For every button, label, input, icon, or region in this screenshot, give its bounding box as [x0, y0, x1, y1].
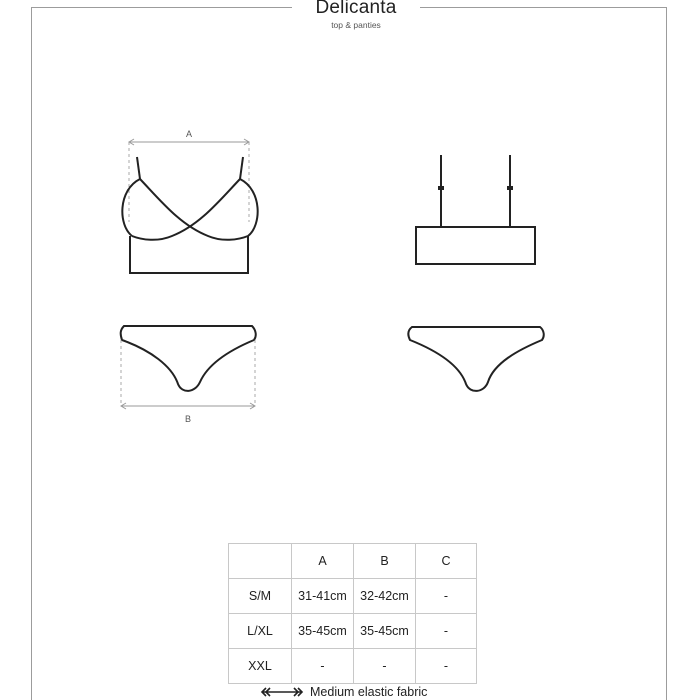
dimension-b-label: B [184, 414, 192, 424]
top-back-drawing [416, 155, 535, 264]
table-row [229, 649, 477, 684]
measurement-a-cell: 31-41cm [292, 579, 354, 614]
size-cell: XXL [229, 649, 292, 684]
measurement-b-cell: - [354, 649, 416, 684]
dimension-a-label: A [185, 129, 193, 139]
header-cell-c: C [416, 544, 477, 579]
header-cell-b: B [354, 544, 416, 579]
size-cell: S/M [229, 579, 292, 614]
panties-front-drawing [121, 326, 256, 424]
table-row [229, 579, 477, 614]
size-cell: L/XL [229, 614, 292, 649]
size-table [228, 543, 477, 684]
measurement-c-cell: - [416, 579, 477, 614]
fabric-legend [260, 684, 427, 700]
product-subtitle: top & panties [331, 20, 381, 30]
table-row [229, 614, 477, 649]
double-arrow-icon [260, 686, 304, 698]
measurement-b-cell: 32-42cm [354, 579, 416, 614]
measurement-c-cell: - [416, 649, 477, 684]
size-table-header [229, 544, 477, 579]
fabric-legend-label: Medium elastic fabric [310, 685, 428, 699]
measurement-b-cell: 35-45cm [354, 614, 416, 649]
product-title: Delicanta [315, 0, 397, 18]
measurement-a-cell: 35-45cm [292, 614, 354, 649]
measurement-a-cell: - [292, 649, 354, 684]
measurement-c-cell: - [416, 614, 477, 649]
header-cell-a: A [292, 544, 354, 579]
header-cell-empty [229, 544, 292, 579]
panties-back-drawing [408, 327, 543, 391]
top-front-drawing [122, 129, 257, 273]
